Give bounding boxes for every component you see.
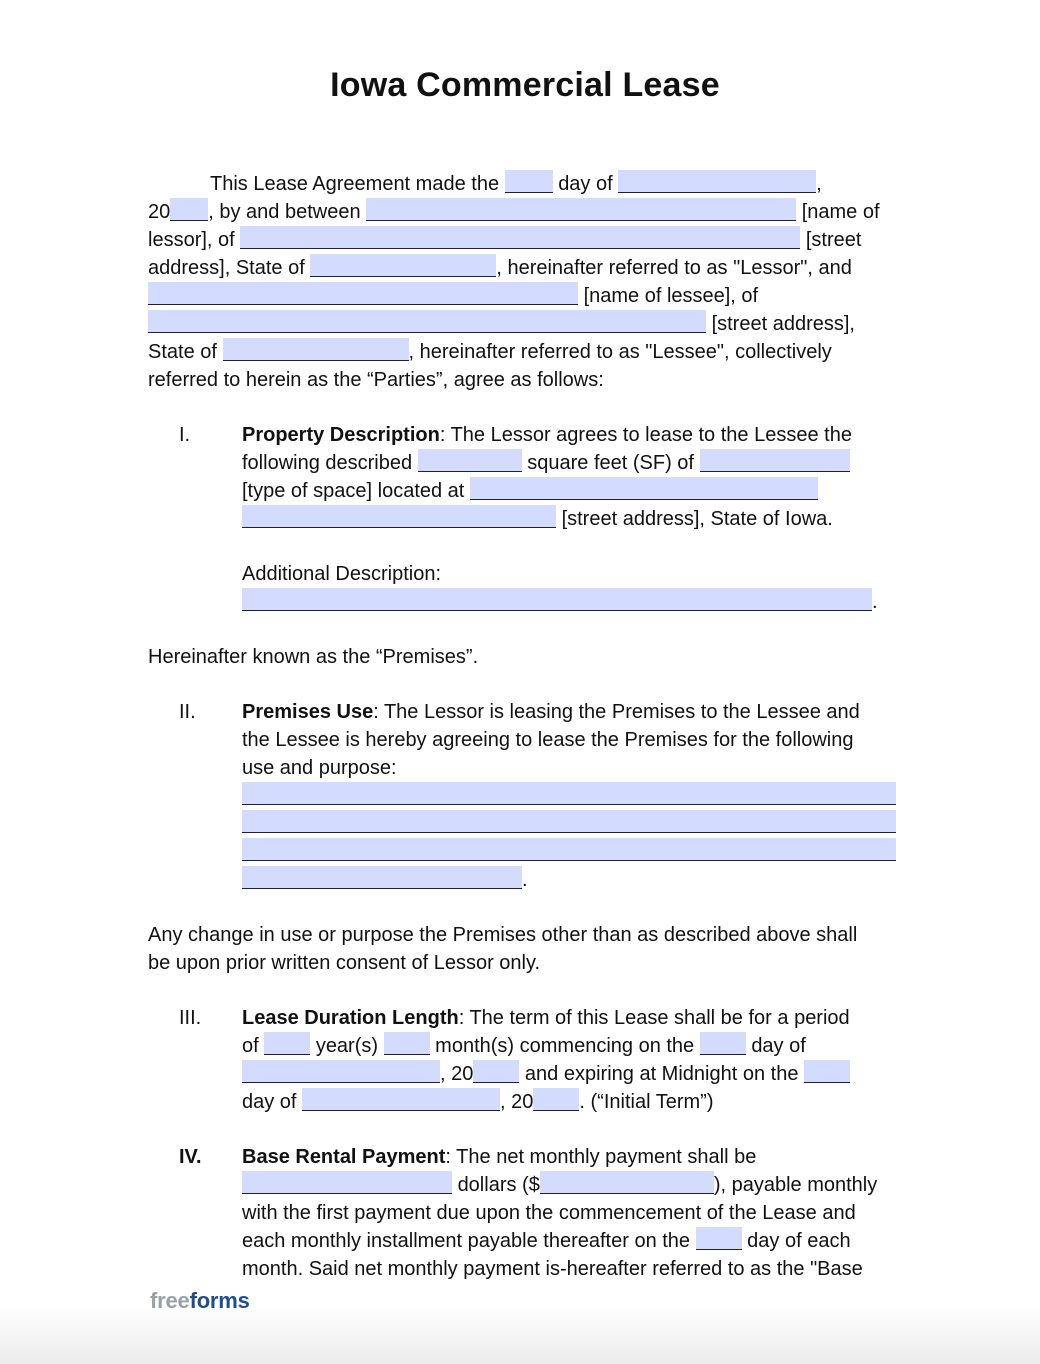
end-month-field[interactable] [302,1088,500,1111]
square-feet-field[interactable] [418,449,522,472]
lessor-name-field[interactable] [366,198,796,221]
end-year-field[interactable] [533,1088,579,1111]
additional-description-label: Additional Description: [242,563,441,585]
section-number: I. [179,424,191,446]
section-premises-use: II. Premises Use: The Lessor is leasing the Premises to the Lessee and the Lessee is hereby agreeing to lease the Premises for the following use and purpose: . [148,698,908,894]
property-address-field[interactable] [242,505,556,528]
lessee-state-field[interactable] [223,338,409,361]
section-heading: Premises Use [242,701,374,723]
freeforms-logo: freeforms [150,1288,250,1313]
section-number: III. [179,1007,202,1029]
use-purpose-field-1[interactable] [242,782,896,805]
start-year-field[interactable] [473,1060,519,1083]
section-heading: Base Rental Payment [242,1146,446,1168]
agreement-day-field[interactable] [505,170,553,193]
document-title: Iowa Commercial Lease [330,66,720,104]
section-property-description: I. Property Description: The Lessor agrees to lease to the Lessee the following described square feet (SF) of [type of space] located at [street address], State of Iowa. Additional Description: . [148,421,908,616]
use-purpose-field-4[interactable] [242,866,522,889]
agreement-month-field[interactable] [618,170,816,193]
property-location-field[interactable] [470,477,818,500]
start-month-field[interactable] [242,1060,440,1083]
use-purpose-field-3[interactable] [242,838,896,861]
section-number: IV. [179,1146,202,1168]
additional-description-field[interactable] [242,588,872,611]
lessor-state-field[interactable] [310,254,496,277]
lease-body: This Lease Agreement made the day of , 20 , by and between [name of lessor], of [street address], State of , hereinafter referred to as "Lessor", and [name of lessee], of [street address], State of , hereinafter referred to as "Lessee", collectively referred to herein as the “Parties”, agree as follows: I. Property Description: The Lessor agrees to lease to the Lessee the following described square feet (SF) of [type of space] located at [street address], State of Iowa. Additional Description: . Hereinafter known as the “Premises”. II. Premises Use: The Lessor is leasing the Premises to the Lessee and the Lessee is hereby agreeing to lease the Premises for the following use and purpose: . Any change in use or purpose the Premises other than as described above shall be upon prior written consent of Lessor only. III. Lease Duration Length: The term of this Lease shall be for a period of year(s) month(s) commencing on the day of , 20 and expiring at Midnight on the day of , 20 . (“Initial Term”) IV. Base Rental Payment: The net monthly payment shall be dollars ($ ), payable monthly with the first payment due upon the commencement of the Lease and each monthly installment payable thereafter on the day of each month. Said net monthly payment is-hereafter referred to as the "Base [148,170,908,1283]
term-years-field[interactable] [264,1032,310,1055]
term-months-field[interactable] [384,1032,430,1055]
lessor-address-field[interactable] [240,226,800,249]
section-lease-duration: III. Lease Duration Length: The term of this Lease shall be for a period of year(s) month(s) commencing on the day of , 20 and expiring at Midnight on the day of , 20 . (“Initial Term”) [148,1004,908,1116]
use-purpose-field-2[interactable] [242,810,896,833]
use-change-note: Any change in use or purpose the Premises other than as described above shall [148,924,858,946]
start-day-field[interactable] [700,1032,746,1055]
section-heading: Lease Duration Length [242,1007,459,1029]
premises-note: Hereinafter known as the “Premises”. [148,646,479,668]
lessee-address-field[interactable] [148,310,706,333]
section-heading: Property Description [242,424,440,446]
section-base-rental-payment: IV. Base Rental Payment: The net monthly payment shall be dollars ($ ), payable monthly with the first payment due upon the commencement of the Lease and each monthly installment payable thereafter on the day of each month. Said net monthly payment is-hereafter referred to as the "Base [148,1143,908,1283]
lessee-name-field[interactable] [148,282,578,305]
section-number: II. [179,701,196,723]
payment-day-field[interactable] [696,1227,742,1250]
rent-amount-words-field[interactable] [242,1171,452,1194]
rent-amount-number-field[interactable] [540,1171,714,1194]
end-day-field[interactable] [804,1060,850,1083]
space-type-field[interactable] [700,449,850,472]
intro-closing: referred to herein as the “Parties”, agree as follows: [148,369,604,391]
agreement-year-field[interactable] [170,198,208,221]
